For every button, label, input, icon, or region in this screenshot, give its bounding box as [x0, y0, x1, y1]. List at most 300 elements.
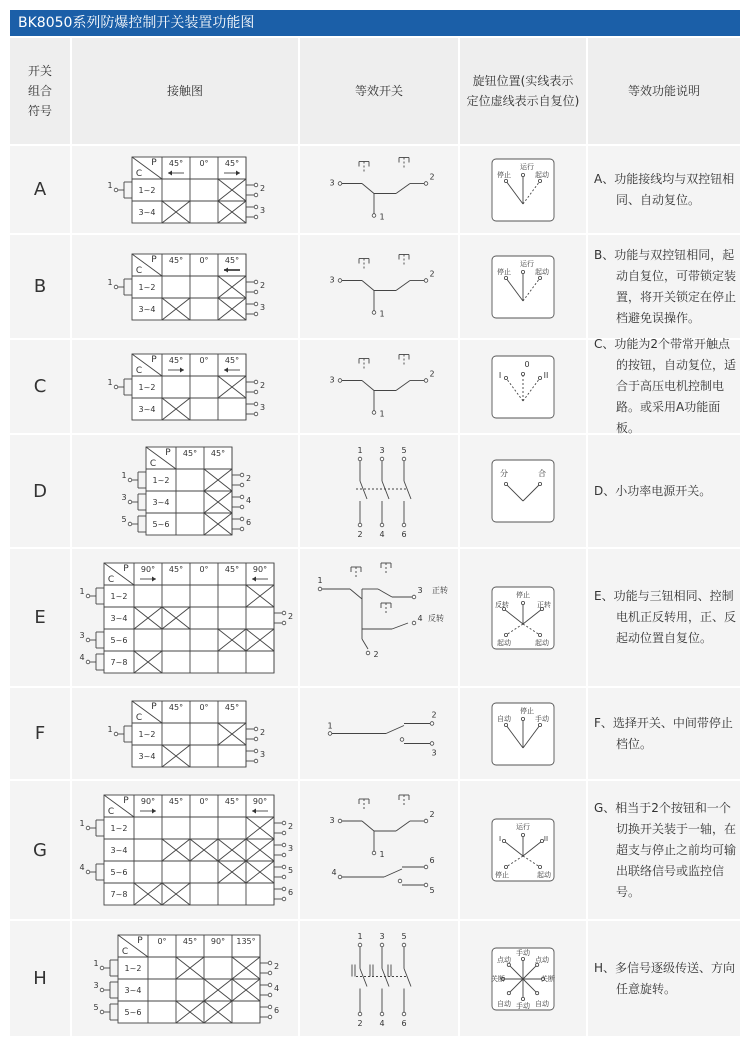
contact-left-terminal-label: 1: [79, 819, 85, 828]
knob-position-label: 运行: [520, 163, 534, 171]
contact-right-terminal-label: 4: [246, 496, 252, 505]
switch-terminal-label: 5: [401, 446, 407, 455]
switch-button: [359, 162, 369, 174]
contact-row-label: 5~6: [110, 636, 128, 645]
contact-left-terminal: [100, 988, 104, 992]
contact-right-terminal: [254, 193, 258, 197]
row-description: [588, 781, 740, 919]
contact-right-terminal: [254, 412, 258, 416]
contact-angle-label: 0°: [199, 565, 209, 574]
header-knob-line: 定位虚线表示自复位): [466, 94, 580, 108]
switch-blade: [396, 281, 410, 291]
contact-left-terminal: [114, 188, 118, 192]
knob-position-dot: [538, 276, 541, 279]
contact-angle-label: 45°: [224, 159, 240, 168]
contact-left-terminal: [86, 660, 90, 664]
contact-angle-label: 0°: [199, 256, 209, 265]
table-row: [10, 235, 740, 338]
switch-terminal: [380, 523, 384, 527]
row-description: [588, 146, 740, 233]
contact-row-label: 3~4: [124, 986, 142, 995]
switch-terminal: [424, 865, 428, 869]
table-row: [10, 921, 740, 1036]
contact-left-terminal-label: 3: [93, 981, 99, 990]
switch-diagram-svg: [300, 435, 458, 547]
switch-terminal: [424, 182, 428, 186]
knob-diagram-svg: [460, 781, 586, 919]
switch-terminal-label: 5: [429, 886, 435, 895]
switch-terminal-label: 3: [329, 178, 335, 188]
contact-left-terminal: [100, 966, 104, 970]
contact-diagram-svg: [72, 781, 298, 919]
switch-terminal-label: 2: [357, 530, 363, 539]
switch-blade: [360, 481, 367, 499]
contact-right-terminal: [240, 505, 244, 509]
switch-terminal: [424, 379, 428, 383]
contact-angle-label: 45°: [210, 449, 226, 458]
switch-terminal: [338, 182, 342, 186]
switch-terminal: [424, 279, 428, 283]
switch-button: [399, 795, 409, 807]
knob-position-label: 手动: [535, 715, 549, 723]
switch-terminal: [380, 1012, 384, 1016]
switch-blade: [362, 639, 368, 649]
knob-position-dot: [521, 957, 524, 960]
contact-diagram: [72, 921, 298, 1036]
switch-terminal: [430, 722, 434, 726]
contact-right-terminal: [268, 971, 272, 975]
contact-right-terminal: [268, 961, 272, 965]
row-code: H: [10, 921, 70, 1036]
knob-position-dot: [521, 717, 524, 720]
contact-diagram: [72, 340, 298, 433]
switch-terminal-label: 3: [329, 816, 335, 825]
contact-angle-label: 45°: [182, 449, 198, 458]
knob-position-dot: [507, 992, 510, 995]
contact-right-terminal: [268, 1015, 272, 1019]
contact-right-terminal-label: 3: [260, 303, 266, 312]
contact-angle-label: 45°: [224, 356, 240, 365]
row-description-text: G、相当于2个按钮和一个切换开关装于一轴，在超支与停止之前均可输出联络信号或监控信号。: [594, 800, 737, 899]
contact-right-terminal: [254, 759, 258, 763]
header-knob-line: 旋钮位置(实线表示: [472, 74, 574, 88]
switch-blade: [384, 869, 402, 877]
switch-terminal-label: 2: [429, 810, 435, 819]
contact-right-terminal: [254, 737, 258, 741]
knob-diagram: [460, 921, 586, 1036]
switch-diagram: [300, 688, 458, 779]
switch-button: [381, 603, 391, 615]
switch-diagram: [300, 435, 458, 547]
switch-terminal-label: 2: [429, 369, 435, 379]
knob-diagram-svg: [460, 435, 586, 547]
table-row: [10, 549, 740, 686]
knob-position-label: 分: [500, 469, 508, 478]
contact-right-terminal-label: 2: [260, 381, 266, 390]
contact-right-terminal: [282, 821, 286, 825]
contact-angle-label: 90°: [252, 797, 268, 806]
contact-right-terminal: [240, 495, 244, 499]
switch-blade: [378, 589, 392, 597]
knob-position-dot: [521, 173, 524, 176]
switch-diagram: [300, 146, 458, 233]
row-description-text: D、小功率电源开关。: [594, 483, 712, 498]
switch-button: [399, 255, 409, 267]
switch-terminal: [398, 879, 402, 883]
knob-position-label: 停止: [497, 268, 511, 276]
switch-button: [399, 158, 409, 170]
knob-position-label: 运行: [520, 260, 534, 268]
contact-corner-c: C: [135, 169, 143, 179]
switch-diagram: [300, 781, 458, 919]
switch-diagram-svg: [300, 340, 458, 433]
contact-right-terminal: [282, 853, 286, 857]
knob-position-label: 自动: [497, 1000, 511, 1008]
contact-left-terminal-label: 1: [93, 959, 99, 968]
knob-position-dot: [521, 601, 524, 604]
row-description: [588, 235, 740, 338]
knob-diagram-svg: [460, 235, 586, 338]
row-code: A: [10, 146, 70, 233]
knob-position-dot: [538, 633, 541, 636]
switch-terminal: [380, 457, 384, 461]
knob-position-label: 关断: [491, 975, 505, 983]
contact-right-terminal-label: 4: [274, 984, 280, 993]
contact-angle-label: 45°: [168, 256, 184, 265]
contact-left-terminal-label: 3: [121, 493, 127, 502]
switch-terminal-label: 4: [379, 1019, 385, 1028]
switch-terminal: [412, 595, 416, 599]
contact-diagram-svg: [72, 340, 298, 433]
table-row: [10, 688, 740, 779]
switch-blade: [404, 481, 411, 499]
contact-right-terminal-label: 3: [260, 750, 266, 759]
switch-terminal-label: 4: [417, 614, 423, 623]
switch-terminal-label: 3: [329, 275, 335, 285]
contact-diagram: [72, 235, 298, 338]
contact-right-terminal: [282, 843, 286, 847]
switch-blade: [392, 623, 408, 629]
switch-terminal-label: 3: [379, 932, 385, 941]
switch-terminal-label: 5: [401, 932, 407, 941]
contact-corner-c: C: [135, 713, 143, 723]
row-code: G: [10, 781, 70, 919]
contact-right-terminal: [254, 215, 258, 219]
switch-terminal-label: 正转: [432, 586, 448, 595]
table-row: [10, 337, 740, 435]
switch-terminal-label: 6: [429, 856, 435, 865]
knob-position-dot: [536, 992, 539, 995]
contact-diagram-svg: [72, 235, 298, 338]
switch-terminal: [358, 457, 362, 461]
contact-right-terminal: [268, 983, 272, 987]
switch-blade: [404, 969, 411, 987]
knob-position-label: 自动: [535, 1000, 549, 1008]
contact-diagram-svg: [72, 688, 298, 779]
switch-terminal: [424, 883, 428, 887]
contact-right-terminal: [282, 621, 286, 625]
switch-terminal-label: 2: [373, 650, 379, 659]
switch-terminal: [412, 621, 416, 625]
contact-row-label: 3~4: [138, 208, 156, 217]
switch-blade: [362, 381, 374, 391]
knob-position-label: 起动: [535, 268, 549, 276]
row-description-text: E、功能与三钮相同、控制电机正反转用，正、反起动位置自复位。: [594, 589, 737, 645]
contact-row-label: 3~4: [110, 614, 128, 623]
contact-left-terminal-label: 1: [107, 181, 113, 190]
contact-angle-label: 0°: [199, 703, 209, 712]
table-row: [10, 146, 740, 233]
contact-diagram: [72, 688, 298, 779]
row-code: F: [10, 688, 70, 779]
contact-angle-label: 90°: [252, 565, 268, 574]
contact-row-label: 7~8: [110, 890, 128, 899]
switch-blade: [362, 821, 374, 831]
knob-position-label: II: [543, 371, 549, 380]
contact-angle-label: 0°: [157, 937, 167, 946]
contact-corner-p: P: [137, 936, 143, 946]
row-code: E: [10, 549, 70, 686]
contact-diagram: [72, 146, 298, 233]
contact-right-terminal: [240, 527, 244, 531]
knob-position-dot: [521, 270, 524, 273]
knob-position-label: 自动: [497, 715, 511, 723]
contact-left-terminal: [86, 870, 90, 874]
switch-terminal-label: 4: [331, 868, 337, 877]
contact-right-terminal: [268, 1005, 272, 1009]
contact-row-label: 5~6: [110, 868, 128, 877]
header-desc: 等效功能说明: [588, 38, 740, 144]
knob-position-dot: [502, 839, 505, 842]
contact-left-terminal: [114, 285, 118, 289]
switch-terminal: [380, 943, 384, 947]
switch-terminal: [328, 732, 332, 736]
contact-right-terminal: [254, 290, 258, 294]
contact-right-terminal: [254, 380, 258, 384]
table-row: [10, 435, 740, 547]
knob-diagram-svg: [460, 340, 586, 433]
contact-right-terminal-label: 3: [260, 403, 266, 412]
contact-row-label: 1~2: [138, 383, 156, 392]
knob-position-dot: [538, 865, 541, 868]
knob-position-dot: [538, 179, 541, 182]
contact-angle-label: 45°: [224, 703, 240, 712]
knob-diagram-svg: [460, 921, 586, 1036]
switch-diagram: [300, 549, 458, 686]
contact-corner-p: P: [151, 158, 157, 168]
switch-terminal: [402, 1012, 406, 1016]
switch-terminal: [372, 411, 376, 415]
switch-terminal: [366, 651, 370, 655]
contact-angle-label: 45°: [168, 797, 184, 806]
contact-right-terminal: [254, 312, 258, 316]
switch-terminal: [424, 819, 428, 823]
switch-terminal: [338, 379, 342, 383]
switch-terminal-label: 3: [431, 748, 437, 758]
switch-terminal: [400, 738, 404, 742]
switch-button: [399, 355, 409, 367]
knob-position-dot: [504, 276, 507, 279]
row-description-text: B、功能与双控钮相同，起动自复位，可带锁定装置，将开关锁定在停止档避免误操作。: [594, 247, 737, 325]
switch-blade: [386, 726, 404, 734]
knob-position-dot: [538, 376, 541, 379]
switch-terminal: [402, 943, 406, 947]
switch-button: [359, 259, 369, 271]
switch-terminal: [338, 875, 342, 879]
switch-blade: [360, 969, 367, 987]
contact-corner-c: C: [107, 575, 115, 585]
switch-terminal-label: 6: [401, 530, 407, 539]
header-code-line: 符号: [27, 104, 52, 118]
knob-position-dot: [538, 482, 541, 485]
contact-row-label: 3~4: [138, 405, 156, 414]
knob-position-label: 停止: [516, 591, 530, 599]
header-contact: 接触图: [72, 38, 298, 144]
contact-left-terminal-label: 5: [93, 1003, 99, 1012]
contact-right-terminal-label: 2: [288, 612, 294, 621]
switch-blade: [396, 381, 410, 391]
row-description-text: H、多信号逐级传送、方向任意旋转。: [594, 960, 736, 996]
knob-position-label: 手动: [516, 949, 530, 957]
contact-diagram-svg: [72, 435, 298, 547]
switch-terminal-label: 1: [379, 309, 385, 319]
switch-terminal: [358, 943, 362, 947]
contact-left-terminal-label: 4: [79, 863, 85, 872]
contact-diagram-svg: [72, 549, 298, 686]
knob-position-label: II: [543, 835, 549, 843]
contact-corner-c: C: [149, 459, 157, 469]
knob-diagram: [460, 146, 586, 233]
contact-row-label: 1~2: [138, 283, 156, 292]
contact-angle-label: 45°: [168, 565, 184, 574]
contact-angle-label: 0°: [199, 797, 209, 806]
contact-row-label: 3~4: [138, 752, 156, 761]
contact-row-label: 1~2: [138, 186, 156, 195]
contact-right-terminal: [282, 897, 286, 901]
switch-terminal: [430, 742, 434, 746]
switch-diagram: [300, 235, 458, 338]
switch-diagram-svg: [300, 549, 458, 686]
contact-angle-label: 135°: [236, 937, 256, 946]
switch-blade: [396, 821, 410, 831]
contact-diagram-svg: [72, 921, 298, 1036]
switch-blade: [382, 481, 389, 499]
contact-right-terminal: [240, 517, 244, 521]
contact-left-terminal-label: 4: [79, 653, 85, 662]
switch-diagram-svg: [300, 235, 458, 338]
contact-corner-c: C: [121, 947, 129, 957]
switch-diagram-svg: [300, 781, 458, 919]
knob-diagram: [460, 688, 586, 779]
contact-right-terminal: [254, 280, 258, 284]
contact-row-label: 5~6: [124, 1008, 142, 1017]
contact-angle-label: 90°: [210, 937, 226, 946]
contact-right-terminal-label: 3: [288, 844, 294, 853]
row-description: [588, 337, 740, 435]
contact-left-terminal-label: 3: [79, 631, 85, 640]
knob-position-label: 点动: [497, 956, 511, 964]
contact-left-terminal: [114, 732, 118, 736]
row-description-text: F、选择开关、中间带停止档位。: [594, 715, 733, 751]
contact-row-label: 1~2: [110, 592, 128, 601]
row-description: [588, 688, 740, 779]
switch-terminal: [372, 851, 376, 855]
contact-right-terminal: [240, 483, 244, 487]
knob-position-label: 起动: [535, 639, 549, 647]
table-row: [10, 781, 740, 919]
knob-position-label: 停止: [520, 707, 534, 715]
contact-corner-p: P: [123, 796, 129, 806]
row-code: B: [10, 235, 70, 338]
knob-position-label: 0: [524, 360, 530, 369]
contact-table-frame: [104, 563, 274, 673]
contact-corner-p: P: [151, 702, 157, 712]
knob-diagram: [460, 340, 586, 433]
switch-terminal-label: 2: [431, 710, 437, 720]
switch-terminal: [402, 523, 406, 527]
contact-left-terminal-label: 1: [121, 471, 127, 480]
contact-right-terminal-label: 6: [246, 518, 252, 527]
contact-right-terminal: [282, 865, 286, 869]
header-code-line: 开关: [27, 64, 52, 78]
contact-left-terminal-label: 1: [107, 278, 113, 287]
contact-row-label: 3~4: [152, 498, 170, 507]
contact-left-terminal-label: 1: [107, 378, 113, 387]
contact-angle-label: 45°: [182, 937, 198, 946]
knob-position-label: 反转: [495, 601, 509, 609]
row-code: C: [10, 340, 70, 433]
contact-right-terminal: [254, 183, 258, 187]
switch-button: [359, 359, 369, 371]
knob-position-dot: [521, 833, 524, 836]
switch-terminal-label: 3: [329, 375, 335, 385]
contact-left-terminal-label: 5: [121, 515, 127, 524]
contact-diagram-svg: [72, 146, 298, 233]
row-description-text: A、功能接线均与双控钮相同、自动复位。: [594, 171, 735, 207]
contact-right-terminal-label: 6: [288, 888, 294, 897]
contact-left-terminal: [86, 594, 90, 598]
switch-terminal-label: 6: [401, 1019, 407, 1028]
contact-corner-c: C: [135, 366, 143, 376]
knob-position-dot: [504, 633, 507, 636]
row-description-text: C、功能为2个带常开触点的按钮，自动复位，适合于高压电机控制电路。或采用A功能面板。: [594, 337, 737, 435]
knob-diagram: [460, 235, 586, 338]
knob-position-dot: [504, 723, 507, 726]
knob-position-label: 停止: [497, 171, 511, 179]
switch-terminal: [338, 819, 342, 823]
contact-corner-p: P: [151, 255, 157, 265]
knob-position-label: 停止: [495, 871, 509, 879]
switch-terminal: [358, 1012, 362, 1016]
contact-diagram: [72, 781, 298, 919]
contact-left-terminal-label: 1: [79, 587, 85, 596]
contact-left-terminal: [128, 478, 132, 482]
switch-terminal-label: 1: [327, 721, 333, 731]
switch-terminal-label: 1: [357, 446, 363, 455]
switch-terminal-label: 1: [379, 850, 385, 859]
contact-right-terminal-label: 2: [274, 962, 280, 971]
contact-row-label: 3~4: [138, 305, 156, 314]
knob-position-label: 手动: [516, 1002, 530, 1010]
switch-button: [359, 799, 369, 811]
knob-position-label: 正转: [537, 601, 551, 609]
contact-right-terminal: [268, 993, 272, 997]
contact-diagram: [72, 435, 298, 547]
contact-left-terminal: [128, 522, 132, 526]
contact-right-terminal: [254, 727, 258, 731]
contact-angle-label: 45°: [224, 797, 240, 806]
switch-blade: [362, 184, 374, 194]
